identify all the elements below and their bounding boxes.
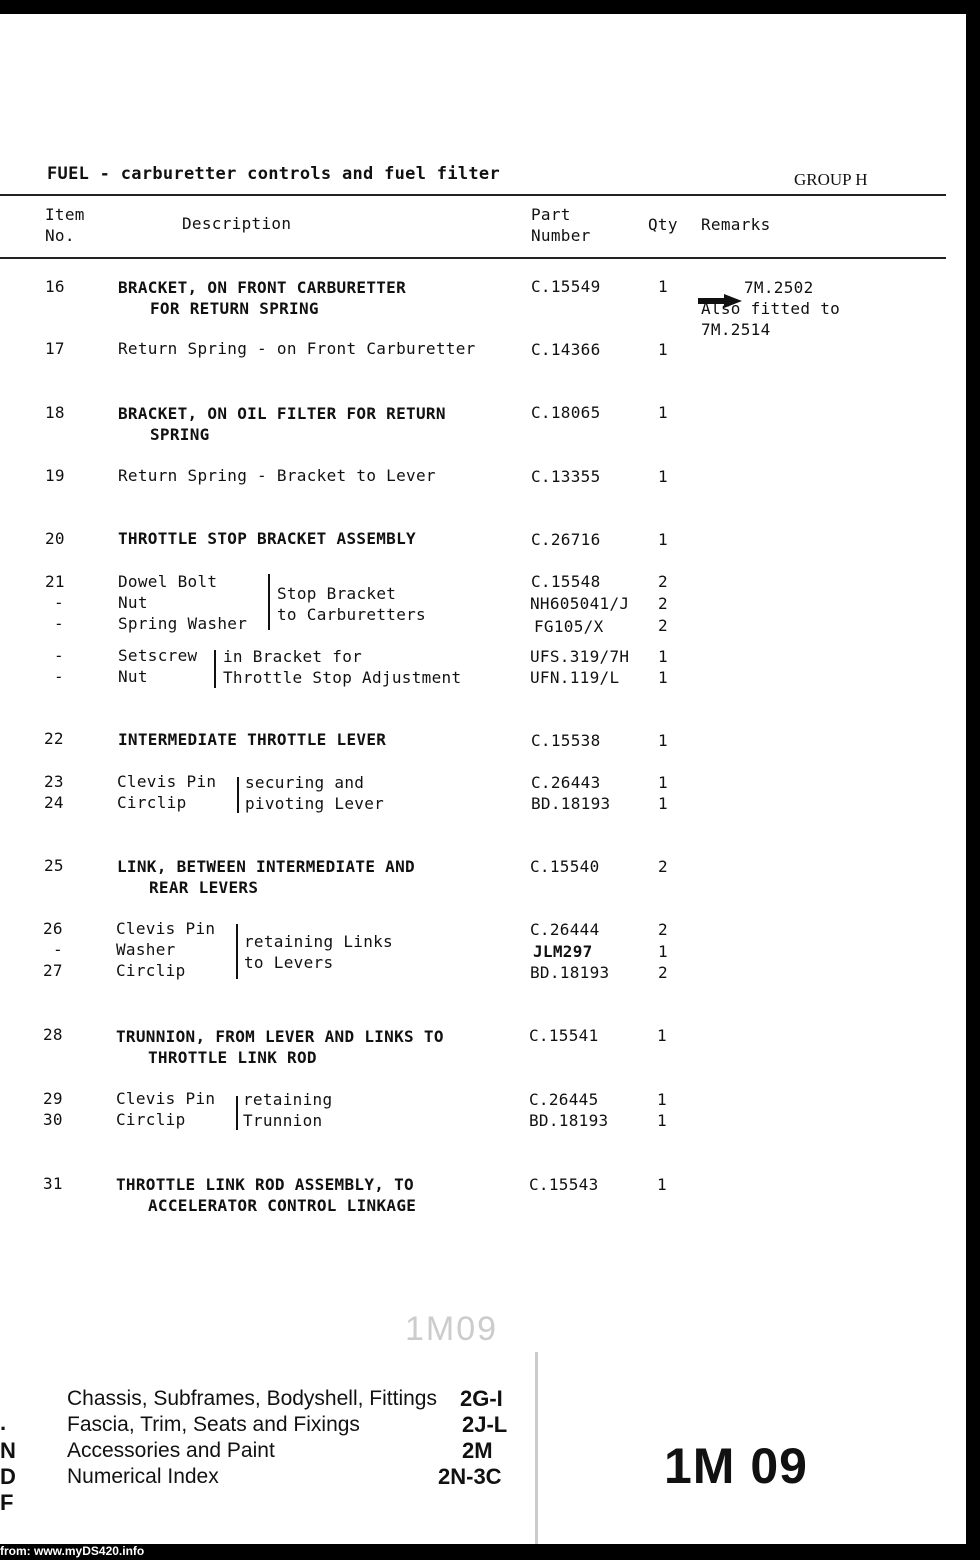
- item-no: 31: [43, 1174, 63, 1193]
- part-number: NH605041/J: [530, 594, 630, 613]
- part-description: [118, 277, 406, 319]
- group-label: GROUP H: [794, 170, 868, 189]
- header-rule: [0, 194, 946, 196]
- quantity: 2: [658, 572, 668, 591]
- quantity: 1: [657, 1090, 667, 1109]
- part-number: C.15541: [529, 1026, 599, 1045]
- group-note: [223, 646, 461, 688]
- part-number: C.26716: [531, 530, 601, 549]
- quantity: 1: [658, 668, 668, 687]
- group-bracket: [214, 650, 216, 688]
- group-note: [243, 1089, 332, 1131]
- item-no: -: [54, 646, 64, 665]
- quantity: 2: [658, 616, 668, 635]
- fiche-number: 1M 09: [664, 1438, 808, 1494]
- part-description: [116, 1026, 444, 1068]
- part-number: C.13355: [531, 467, 601, 486]
- group-note-line: Stop Bracket: [277, 584, 397, 603]
- group-note: [277, 583, 426, 625]
- part-number: BD.18193: [531, 794, 611, 813]
- item-no: 29: [43, 1089, 63, 1108]
- quantity: 1: [657, 1111, 667, 1130]
- item-no: -: [54, 614, 64, 633]
- item-no: 19: [45, 466, 65, 485]
- part-description: [116, 1174, 416, 1216]
- part-description: Clevis Pin: [116, 919, 216, 938]
- group-note-line: Trunnion: [243, 1111, 323, 1130]
- part-description: [118, 403, 446, 445]
- group-note-line: securing and: [245, 773, 365, 792]
- index-code: 2J-L: [462, 1412, 508, 1437]
- desc-line1: THROTTLE LINK ROD ASSEMBLY, TO: [116, 1175, 414, 1194]
- part-number: C.26443: [531, 773, 601, 792]
- desc-line2: ACCELERATOR CONTROL LINKAGE: [148, 1196, 417, 1215]
- desc-line1: TRUNNION, FROM LEVER AND LINKS TO: [116, 1027, 444, 1046]
- quantity: 1: [658, 277, 668, 296]
- col-item-line1: Item: [45, 205, 85, 224]
- parts-page: [0, 14, 966, 1544]
- desc-line1: BRACKET, ON FRONT CARBURETTER: [118, 278, 407, 297]
- side-letter: D: [0, 1464, 16, 1489]
- desc-line2: REAR LEVERS: [149, 878, 259, 897]
- part-number: C.15538: [531, 731, 601, 750]
- col-description-header: Description: [182, 214, 292, 233]
- col-qty-header: Qty: [648, 215, 678, 234]
- group-note-line: Throttle Stop Adjustment: [223, 668, 462, 687]
- part-description: [117, 856, 415, 898]
- group-note: [245, 772, 384, 814]
- item-no: 30: [43, 1110, 63, 1129]
- part-number: C.14366: [531, 340, 601, 359]
- quantity: 1: [658, 794, 668, 813]
- quantity: 2: [658, 594, 668, 613]
- group-note-line: to Carburetters: [277, 605, 426, 624]
- desc-line2: SPRING: [150, 425, 210, 444]
- group-note-line: retaining Links: [244, 932, 393, 951]
- part-description: Return Spring - on Front Carburetter: [118, 339, 476, 358]
- group-note: [244, 931, 393, 973]
- quantity: 1: [658, 773, 668, 792]
- item-no: 17: [45, 339, 65, 358]
- desc-line1: BRACKET, ON OIL FILTER FOR RETURN: [118, 404, 446, 423]
- part-description: Circlip: [117, 793, 187, 812]
- part-number: C.15543: [529, 1175, 599, 1194]
- item-no: -: [53, 940, 63, 959]
- part-number: C.15548: [531, 572, 601, 591]
- part-description: Circlip: [116, 961, 186, 980]
- index-code: 2M: [462, 1438, 493, 1463]
- part-number: C.18065: [531, 403, 601, 422]
- desc-line1: LINK, BETWEEN INTERMEDIATE AND: [117, 857, 415, 876]
- index-label: Chassis, Subframes, Bodyshell, Fittings: [67, 1387, 437, 1410]
- part-number: C.26444: [530, 920, 600, 939]
- quantity: 1: [658, 647, 668, 666]
- index-label: Numerical Index: [67, 1465, 219, 1488]
- group-bracket: [237, 777, 239, 813]
- item-no: 16: [45, 277, 65, 296]
- quantity: 1: [657, 1175, 667, 1194]
- part-number: C.15549: [531, 277, 601, 296]
- index-code: 2N-3C: [438, 1464, 502, 1489]
- group-note-line: to Levers: [244, 953, 334, 972]
- side-letter: .: [0, 1410, 7, 1435]
- quantity: 1: [658, 467, 668, 486]
- col-item-line2: No.: [45, 226, 75, 245]
- group-note-line: pivoting Lever: [245, 794, 385, 813]
- part-description: Clevis Pin: [116, 1089, 216, 1108]
- item-no: 24: [44, 793, 64, 812]
- quantity: 1: [658, 403, 668, 422]
- part-description: Return Spring - Bracket to Lever: [118, 466, 436, 485]
- desc-line2: FOR RETURN SPRING: [150, 299, 319, 318]
- part-description: Nut: [118, 667, 148, 686]
- quantity: 1: [658, 731, 668, 750]
- group-note-line: retaining: [243, 1090, 333, 1109]
- side-letter: F: [0, 1490, 14, 1515]
- col-part-header: [531, 204, 591, 246]
- item-no: 25: [44, 856, 64, 875]
- part-number: C.15540: [530, 857, 600, 876]
- part-number: JLM297: [533, 942, 593, 961]
- part-number: C.26445: [529, 1090, 599, 1109]
- part-number: UFS.319/7H: [530, 647, 630, 666]
- item-no: 22: [44, 729, 64, 748]
- part-number: BD.18193: [530, 963, 610, 982]
- column-rule: [0, 257, 946, 259]
- group-bracket: [236, 1096, 238, 1130]
- part-number: FG105/X: [534, 617, 604, 636]
- group-note-line: in Bracket for: [223, 647, 363, 666]
- index-label: Accessories and Paint: [67, 1439, 275, 1462]
- col-item-header: [45, 204, 85, 246]
- remark-line: 7M.2514: [701, 320, 771, 339]
- remark-line: Also fitted to: [701, 299, 841, 318]
- footer-divider: [535, 1352, 538, 1544]
- quantity: 2: [658, 857, 668, 876]
- source-watermark: from: www.myDS420.info: [0, 1544, 145, 1558]
- index-code: 2G-I: [460, 1386, 503, 1411]
- col-part-line2: Number: [531, 226, 591, 245]
- quantity: 2: [658, 963, 668, 982]
- group-bracket: [268, 574, 270, 630]
- part-number: UFN.119/L: [530, 668, 620, 687]
- part-number: BD.18193: [529, 1111, 609, 1130]
- item-no: 23: [44, 772, 64, 791]
- part-description: Dowel Bolt: [118, 572, 218, 591]
- item-no: -: [54, 667, 64, 686]
- item-no: 20: [45, 529, 65, 548]
- part-description: THROTTLE STOP BRACKET ASSEMBLY: [118, 529, 416, 548]
- side-letter: N: [0, 1438, 16, 1463]
- quantity: 1: [658, 942, 668, 961]
- item-no: 28: [43, 1025, 63, 1044]
- col-part-line1: Part: [531, 205, 571, 224]
- group-bracket: [236, 924, 238, 979]
- desc-line2: THROTTLE LINK ROD: [148, 1048, 317, 1067]
- part-description: Clevis Pin: [117, 772, 217, 791]
- part-description: INTERMEDIATE THROTTLE LEVER: [118, 730, 387, 749]
- col-remarks-header: Remarks: [701, 215, 771, 234]
- item-no: 18: [45, 403, 65, 422]
- index-label: Fascia, Trim, Seats and Fixings: [67, 1413, 360, 1436]
- faint-stamp: 1M09: [405, 1310, 499, 1348]
- section-title: FUEL - carburetter controls and fuel filter: [47, 164, 500, 184]
- quantity: 1: [657, 1026, 667, 1045]
- item-no: 27: [43, 961, 63, 980]
- part-description: Circlip: [116, 1110, 186, 1129]
- item-no: 21: [45, 572, 65, 591]
- part-description: Nut: [118, 593, 148, 612]
- quantity: 1: [658, 530, 668, 549]
- quantity: 2: [658, 920, 668, 939]
- part-description: Spring Washer: [118, 614, 248, 633]
- remark-line: 7M.2502: [744, 278, 814, 297]
- part-description: Setscrew: [118, 646, 198, 665]
- item-no: 26: [43, 919, 63, 938]
- quantity: 1: [658, 340, 668, 359]
- part-description: Washer: [116, 940, 176, 959]
- item-no: -: [54, 593, 64, 612]
